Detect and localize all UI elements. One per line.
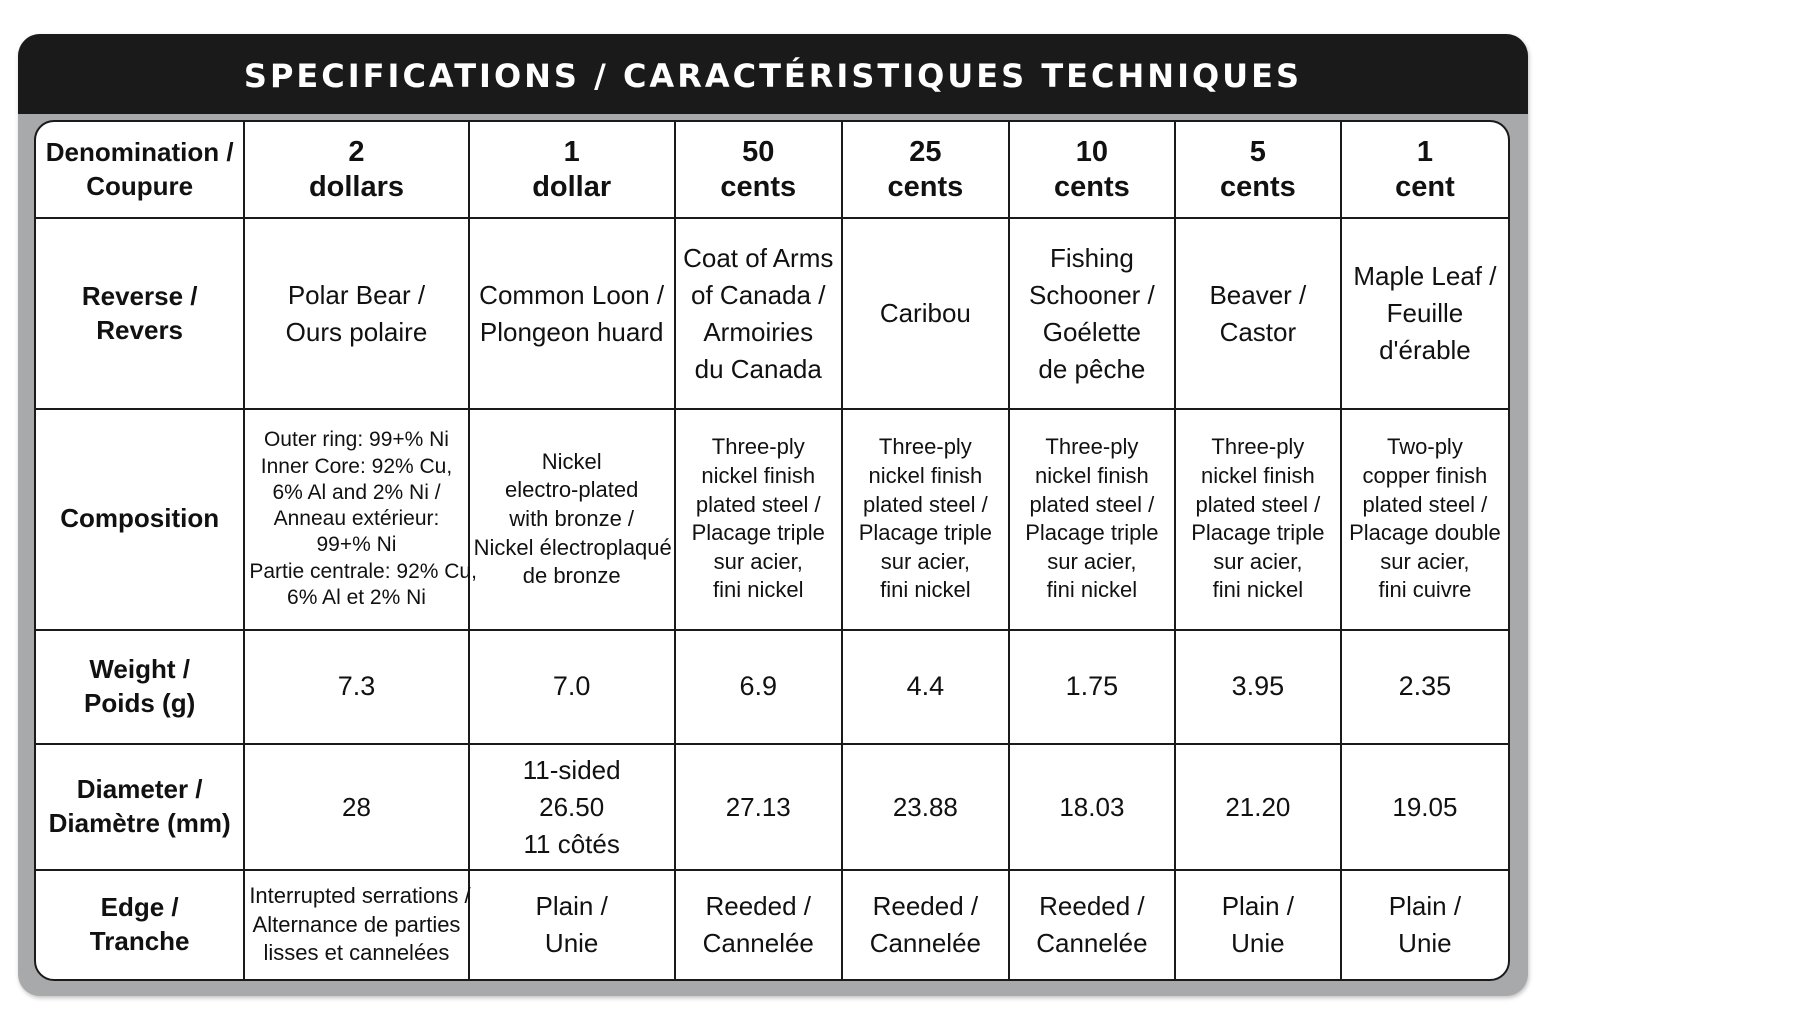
weight-value: 3.95 bbox=[1231, 671, 1285, 702]
edge-line: Cannelée bbox=[869, 928, 981, 959]
row-diameter bbox=[36, 744, 1508, 870]
composition-line: plated steel / bbox=[1362, 491, 1488, 517]
edge-line: Plain / bbox=[1221, 891, 1294, 922]
composition-line: 99+% Ni bbox=[316, 533, 397, 557]
row-denomination bbox=[36, 122, 1508, 218]
reverse-line: Maple Leaf / bbox=[1353, 261, 1497, 292]
composition-line: nickel finish bbox=[1035, 463, 1149, 489]
composition-line: de bronze bbox=[522, 563, 621, 589]
diameter-line: 18.03 bbox=[1059, 791, 1125, 822]
composition-line: plated steel / bbox=[1029, 491, 1155, 517]
reverse-line: d'érable bbox=[1379, 335, 1471, 366]
row-header-line: Diameter / bbox=[76, 774, 203, 805]
composition-line: Nickel électroplaqué bbox=[473, 534, 672, 560]
composition-line: 6% Al and 2% Ni / bbox=[272, 480, 441, 504]
reverse-line: Beaver / bbox=[1209, 279, 1307, 310]
composition-line: Placage triple bbox=[691, 520, 825, 546]
weight-cell bbox=[1175, 630, 1341, 744]
row-header-line: Edge / bbox=[100, 892, 179, 923]
edge-cell bbox=[1341, 870, 1508, 979]
reverse-cell bbox=[1341, 218, 1508, 409]
edge-cell bbox=[1175, 870, 1341, 979]
reverse-line: Schooner / bbox=[1029, 279, 1155, 310]
row-header-line: Denomination / bbox=[45, 136, 234, 167]
row-header-edge bbox=[36, 870, 244, 979]
diameter-cell bbox=[469, 744, 675, 870]
composition-cell bbox=[469, 409, 675, 630]
edge-line: lisses et cannelées bbox=[263, 940, 450, 966]
denomination-line: cents bbox=[720, 170, 797, 203]
composition-cell bbox=[842, 409, 1009, 630]
denomination-line: cents bbox=[1219, 170, 1296, 203]
composition-line: Partie centrale: 92% Cu, bbox=[249, 559, 477, 583]
reverse-line: Caribou bbox=[879, 298, 971, 329]
row-header-composition bbox=[36, 409, 244, 630]
reverse-line: Coat of Arms bbox=[683, 242, 834, 273]
composition-line: electro-plated bbox=[505, 477, 639, 503]
denomination-line: 1 bbox=[563, 135, 580, 168]
edge-cell bbox=[1009, 870, 1175, 979]
composition-line: fini nickel bbox=[1046, 577, 1138, 603]
weight-cell bbox=[1009, 630, 1175, 744]
reverse-line: Ours polaire bbox=[285, 316, 428, 347]
edge-line: Plain / bbox=[535, 891, 608, 922]
composition-line: nickel finish bbox=[701, 463, 816, 489]
diameter-cell bbox=[675, 744, 842, 870]
row-edge bbox=[36, 870, 1508, 979]
composition-line: Nickel bbox=[541, 448, 602, 474]
reverse-line: Polar Bear / bbox=[287, 279, 426, 310]
edge-line: Cannelée bbox=[702, 928, 814, 959]
weight-value: 4.4 bbox=[906, 671, 945, 702]
reverse-line: Plongeon huard bbox=[479, 316, 664, 347]
denomination-line: 2 bbox=[348, 135, 365, 168]
composition-line: sur acier, bbox=[1047, 548, 1137, 574]
reverse-line: du Canada bbox=[694, 353, 822, 384]
diameter-cell bbox=[842, 744, 1009, 870]
reverse-cell bbox=[1009, 218, 1175, 409]
composition-line: plated steel / bbox=[862, 491, 988, 517]
diameter-cell bbox=[1009, 744, 1175, 870]
weight-cell bbox=[244, 630, 468, 744]
composition-line: fini cuivre bbox=[1378, 577, 1472, 603]
spec-card bbox=[18, 34, 1528, 996]
composition-line: Placage triple bbox=[1191, 520, 1325, 546]
row-header-diameter bbox=[36, 744, 244, 870]
composition-line: plated steel / bbox=[1195, 491, 1321, 517]
reverse-cell bbox=[469, 218, 675, 409]
composition-line: Placage triple bbox=[858, 520, 992, 546]
spec-banner bbox=[18, 34, 1528, 114]
denomination-line: 50 bbox=[742, 135, 775, 168]
composition-line: sur acier, bbox=[1213, 548, 1303, 574]
diameter-line: 21.20 bbox=[1225, 791, 1291, 822]
denomination-line: dollar bbox=[532, 170, 612, 203]
row-header-line: Coupure bbox=[86, 170, 194, 201]
row-header-denomination bbox=[36, 122, 244, 218]
edge-line: Interrupted serrations / bbox=[249, 883, 471, 909]
composition-line: sur acier, bbox=[880, 548, 970, 574]
edge-cell bbox=[842, 870, 1009, 979]
weight-cell bbox=[842, 630, 1009, 744]
composition-line: plated steel / bbox=[695, 491, 821, 517]
composition-cell bbox=[675, 409, 842, 630]
composition-line: fini nickel bbox=[713, 577, 804, 603]
diameter-line: 11 côtés bbox=[523, 828, 620, 859]
reverse-line: Castor bbox=[1219, 316, 1297, 347]
denomination-line: 1 bbox=[1416, 135, 1433, 168]
composition-line: Placage double bbox=[1349, 520, 1501, 546]
reverse-cell bbox=[1175, 218, 1341, 409]
reverse-cell bbox=[244, 218, 468, 409]
diameter-cell bbox=[1341, 744, 1508, 870]
reverse-line: de pêche bbox=[1038, 353, 1146, 384]
row-header-line: Tranche bbox=[89, 926, 190, 957]
row-weight bbox=[36, 630, 1508, 744]
denomination-line: 10 bbox=[1075, 135, 1109, 168]
row-header-line: Weight / bbox=[89, 653, 190, 684]
edge-line: Unie bbox=[544, 928, 599, 959]
composition-line: Placage triple bbox=[1025, 520, 1159, 546]
edge-cell bbox=[244, 870, 471, 979]
diameter-cell bbox=[244, 744, 468, 870]
composition-line: Anneau extérieur: bbox=[273, 507, 440, 531]
spec-table-frame bbox=[34, 120, 1510, 981]
reverse-line: Feuille bbox=[1386, 298, 1464, 329]
composition-line: 6% Al et 2% Ni bbox=[287, 585, 426, 609]
weight-value: 7.0 bbox=[552, 671, 591, 702]
reverse-line: Fishing bbox=[1049, 242, 1134, 273]
row-header-line: Revers bbox=[96, 314, 184, 345]
row-reverse bbox=[36, 218, 1508, 409]
composition-line: Three-ply bbox=[1211, 434, 1305, 460]
weight-value: 7.3 bbox=[337, 671, 376, 702]
denomination-line: dollars bbox=[308, 170, 405, 203]
spec-table bbox=[36, 122, 1508, 979]
diameter-line: 28 bbox=[342, 791, 371, 822]
composition-line: with bronze / bbox=[509, 505, 635, 531]
denomination-line: 25 bbox=[909, 135, 942, 168]
composition-cell bbox=[244, 409, 477, 630]
diameter-line: 27.13 bbox=[725, 791, 791, 822]
denomination-line: cent bbox=[1395, 170, 1455, 203]
edge-line: Reeded / bbox=[705, 891, 811, 922]
row-composition bbox=[36, 409, 1508, 630]
denomination-line: cents bbox=[887, 170, 964, 203]
edge-cell bbox=[469, 870, 675, 979]
row-header-reverse bbox=[36, 218, 244, 409]
row-header-line: Composition bbox=[60, 503, 220, 534]
composition-line: sur acier, bbox=[713, 548, 803, 574]
weight-value: 6.9 bbox=[739, 671, 778, 702]
diameter-line: 11-sided bbox=[522, 754, 621, 785]
weight-value: 1.75 bbox=[1065, 671, 1119, 702]
diameter-line: 26.50 bbox=[539, 791, 605, 822]
denomination-cell bbox=[675, 122, 842, 218]
denomination-cell bbox=[1175, 122, 1341, 218]
edge-line: Reeded / bbox=[872, 891, 979, 922]
composition-line: Outer ring: 99+% Ni bbox=[263, 428, 449, 452]
banner-title: SPECIFICATIONS / CARACTÉRISTIQUES TECHNIQUES bbox=[243, 57, 1303, 95]
composition-line: copper finish bbox=[1362, 463, 1488, 489]
denomination-cell bbox=[244, 122, 468, 218]
diameter-line: 19.05 bbox=[1392, 791, 1458, 822]
composition-cell bbox=[1341, 409, 1508, 630]
composition-cell bbox=[1175, 409, 1341, 630]
denomination-cell bbox=[469, 122, 675, 218]
edge-line: Cannelée bbox=[1036, 928, 1148, 959]
composition-line: nickel finish bbox=[1201, 463, 1315, 489]
reverse-line: of Canada / bbox=[691, 279, 826, 310]
denomination-cell bbox=[1341, 122, 1508, 218]
edge-line: Unie bbox=[1398, 928, 1452, 959]
edge-cell bbox=[675, 870, 842, 979]
edge-line: Unie bbox=[1231, 928, 1285, 959]
composition-line: sur acier, bbox=[1380, 548, 1470, 574]
reverse-cell bbox=[842, 218, 1009, 409]
row-header-line: Diamètre (mm) bbox=[48, 808, 231, 839]
row-header-line: Reverse / bbox=[81, 280, 198, 311]
weight-cell bbox=[1341, 630, 1508, 744]
composition-line: fini nickel bbox=[880, 577, 971, 603]
denomination-line: 5 bbox=[1249, 135, 1266, 168]
edge-line: Alternance de parties bbox=[252, 911, 461, 937]
reverse-line: Common Loon / bbox=[479, 279, 665, 310]
composition-line: Three-ply bbox=[878, 434, 972, 460]
composition-line: Three-ply bbox=[711, 434, 805, 460]
composition-line: fini nickel bbox=[1212, 577, 1304, 603]
weight-cell bbox=[469, 630, 675, 744]
composition-line: Two-ply bbox=[1387, 434, 1463, 460]
denomination-line: cents bbox=[1054, 170, 1130, 203]
composition-line: Three-ply bbox=[1045, 434, 1139, 460]
weight-value: 2.35 bbox=[1398, 671, 1452, 702]
composition-line: Inner Core: 92% Cu, bbox=[260, 454, 453, 478]
row-header-line: Poids (g) bbox=[84, 687, 196, 718]
reverse-cell bbox=[675, 218, 842, 409]
reverse-line: Goélette bbox=[1042, 316, 1142, 347]
composition-line: nickel finish bbox=[868, 463, 983, 489]
denomination-cell bbox=[842, 122, 1009, 218]
edge-line: Plain / bbox=[1388, 891, 1462, 922]
diameter-cell bbox=[1175, 744, 1341, 870]
row-header-weight bbox=[36, 630, 244, 744]
diameter-line: 23.88 bbox=[892, 791, 958, 822]
weight-cell bbox=[675, 630, 842, 744]
composition-cell bbox=[1009, 409, 1175, 630]
reverse-line: Armoiries bbox=[703, 316, 814, 347]
denomination-cell bbox=[1009, 122, 1175, 218]
edge-line: Reeded / bbox=[1039, 891, 1145, 922]
